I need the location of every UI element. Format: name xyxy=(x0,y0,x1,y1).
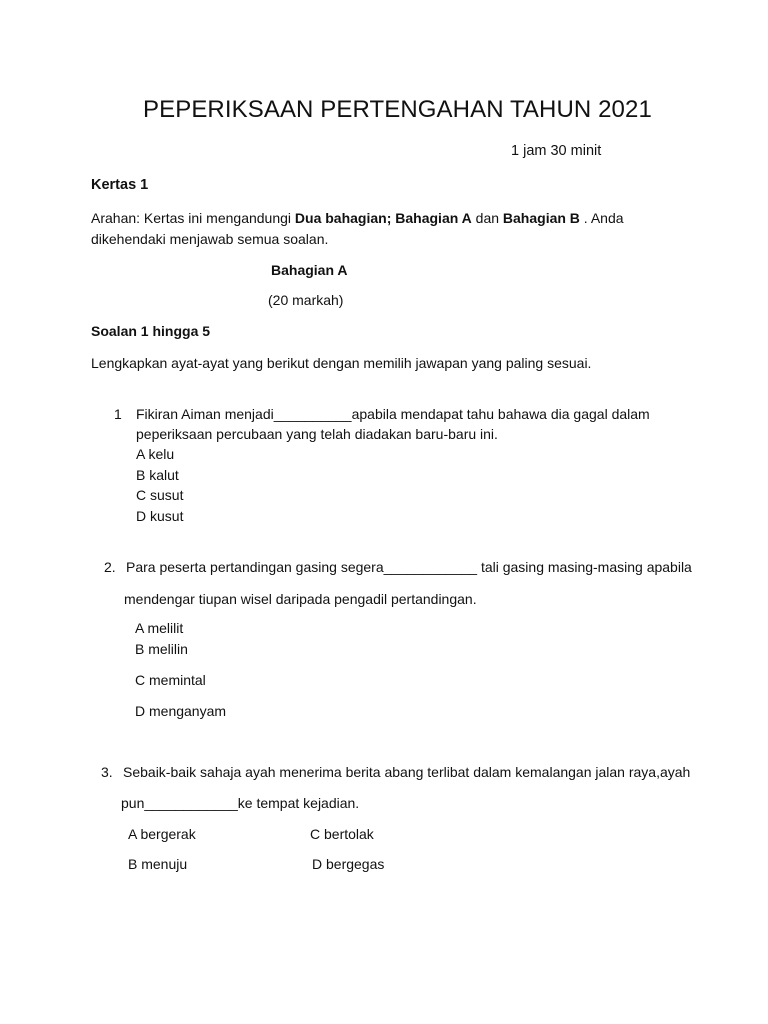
exam-title: PEPERIKSAAN PERTENGAHAN TAHUN 2021 xyxy=(143,96,652,123)
question-text-line2: peperiksaan percubaan yang telah diadakan baru-baru ini. xyxy=(136,426,498,442)
option-c: C susut xyxy=(136,487,184,503)
option-a: A melilit xyxy=(135,620,184,636)
question-text-line1: Para peserta pertandingan gasing segera____________ tali gasing masing-masing apabila xyxy=(126,559,692,575)
instructions-prefix: Arahan: Kertas ini mengandungi xyxy=(91,210,295,226)
instructions-paragraph xyxy=(91,208,691,250)
section-name: Bahagian A xyxy=(271,262,348,278)
option-d: D bergegas xyxy=(312,856,385,872)
option-b: B menuju xyxy=(128,856,188,872)
instructions-bold-sections: Dua bahagian; Bahagian A xyxy=(294,210,472,226)
option-a: A kelu xyxy=(136,446,175,462)
question-text-line2: pun____________ke tempat kejadian. xyxy=(121,795,360,811)
option-c: C memintal xyxy=(135,672,206,688)
instructions-suffix: . Anda dikehendaki menjawab semua soalan. xyxy=(91,210,624,247)
question-number: 3. xyxy=(101,764,113,780)
option-b: B kalut xyxy=(136,467,179,483)
option-a: A bergerak xyxy=(128,826,196,842)
option-d: D menganyam xyxy=(135,703,227,719)
question-text-line1: Sebaik-baik sahaja ayah menerima berita abang terlibat dalam kemalangan jalan raya,ayah xyxy=(123,764,691,780)
question-range: Soalan 1 hingga 5 xyxy=(91,323,211,339)
instructions-mid: dan xyxy=(471,210,503,226)
section-marks: (20 markah) xyxy=(268,292,344,308)
paper-label: Kertas 1 xyxy=(91,177,149,193)
option-c: C bertolak xyxy=(310,826,374,842)
option-b: B melilin xyxy=(135,641,188,657)
question-text-line1: Fikiran Aiman menjadi__________apabila mendapat tahu bahawa dia gagal dalam xyxy=(136,406,650,422)
section-directive: Lengkapkan ayat-ayat yang berikut dengan memilih jawapan yang paling sesuai. xyxy=(91,355,592,371)
question-number: 1 xyxy=(114,406,122,422)
instructions-bold-section-b: Bahagian B xyxy=(502,210,580,226)
option-d: D kusut xyxy=(136,508,184,524)
exam-duration: 1 jam 30 minit xyxy=(511,143,602,159)
question-text-line2: mendengar tiupan wisel daripada pengadil pertandingan. xyxy=(124,591,477,607)
question-number: 2. xyxy=(104,559,116,575)
